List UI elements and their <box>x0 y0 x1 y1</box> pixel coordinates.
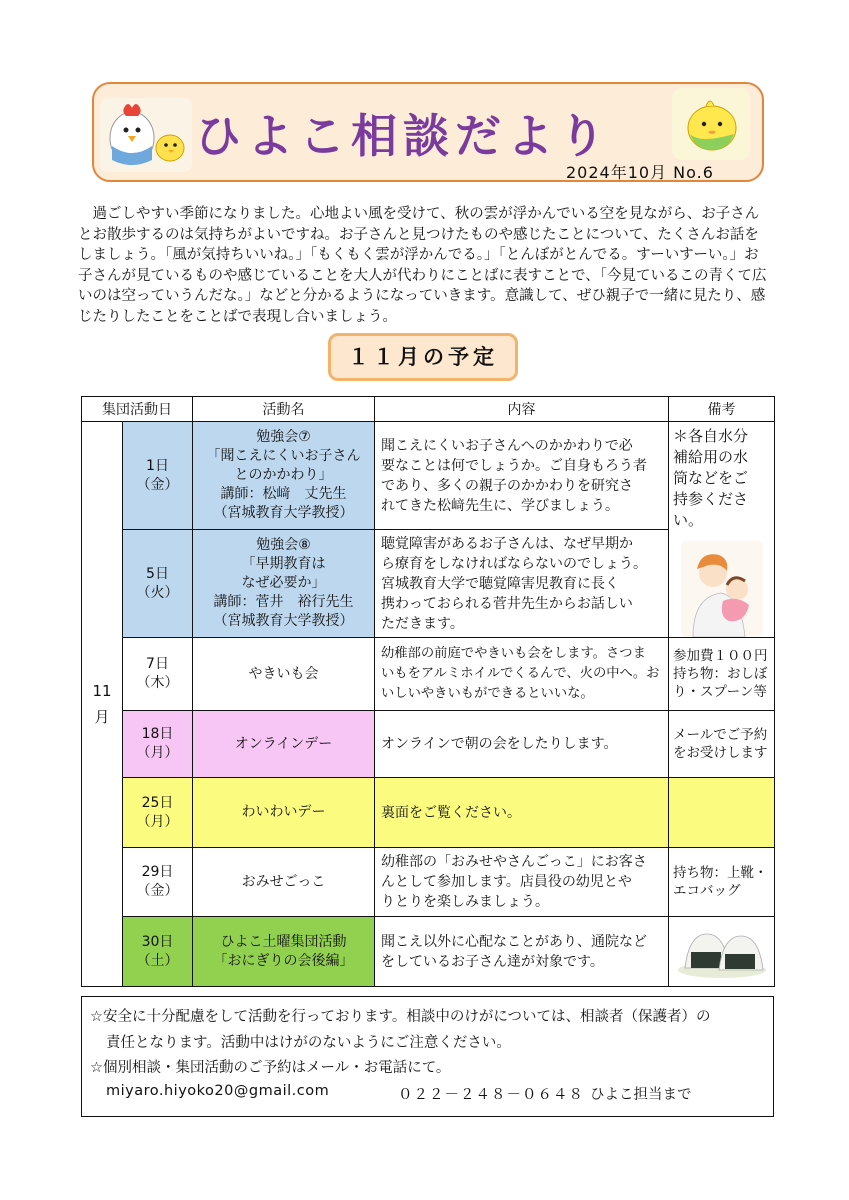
content-line: 要なことは何でしょうか。ご自身もろう者 <box>381 457 647 474</box>
newsletter-title: ひよこ相談だより <box>195 109 611 163</box>
note-cell <box>669 638 775 711</box>
table-row <box>82 711 775 778</box>
date-day: 30日 <box>141 933 174 950</box>
note-cell <box>669 848 775 917</box>
note-line: り・スプーン等 <box>673 684 767 700</box>
date-cell <box>123 848 193 917</box>
content-cell <box>375 530 669 638</box>
note-line: メールでご予約 <box>673 727 768 743</box>
activity-line: 講師：菅井 裕行先生 <box>213 594 354 610</box>
date-weekday: （金） <box>136 883 179 899</box>
content-cell <box>375 638 669 711</box>
table-header-row <box>82 397 775 422</box>
date-day: 7日 <box>146 656 169 672</box>
activity-cell <box>193 422 375 530</box>
note-cell <box>669 778 775 848</box>
activity-line: わいわいデー <box>241 804 326 820</box>
activity-line: ひよこ土曜集団活動 <box>220 933 347 950</box>
date-weekday: （土） <box>136 952 179 969</box>
note-line: 持ち物：おしぼ <box>673 666 768 682</box>
schedule-title: １１月の予定 <box>328 333 518 381</box>
table-row <box>82 848 775 917</box>
content-line: 幼稚部の「おみせやさんごっこ」にお客さ <box>381 854 647 870</box>
note-line: エコバッグ <box>673 883 741 899</box>
activity-cell <box>193 917 375 987</box>
date-weekday: （火） <box>136 584 179 601</box>
activity-cell <box>193 848 375 917</box>
rice-ball-illustration <box>673 924 771 980</box>
notice-line: ☆安全に十分配慮をして活動を行っております。相談中のけがについては、相談者（保護者）の <box>90 1009 711 1025</box>
content-line: ただきます。 <box>381 615 464 632</box>
activity-cell <box>193 711 375 778</box>
content-line: んとして参加します。店員役の幼児とや <box>381 874 632 890</box>
note-line: 筒などをご <box>673 469 749 487</box>
activity-line: おみせごっこ <box>241 873 326 890</box>
table-row <box>82 422 775 530</box>
activity-line: 「聞こえにくいお子さん <box>206 448 361 464</box>
date-day: 29日 <box>141 864 174 880</box>
activity-cell <box>193 638 375 711</box>
content-cell <box>375 711 669 778</box>
content-line: いしいやきいもができるといいな。 <box>381 686 594 701</box>
activity-cell <box>193 778 375 848</box>
content-cell <box>375 848 669 917</box>
note-line: ＊各自水分 <box>673 427 749 445</box>
activity-line: オンラインデー <box>234 735 333 752</box>
activity-line: 勉強会⑦ <box>256 429 311 445</box>
content-line: をしているお子さん達が対象です。 <box>381 953 604 970</box>
intro-text: 過ごしやすい季節になりました。心地よい風を受けて、秋の雲が浮かんでいる空を見ながら、お子さんとお散歩するのは気持ちがよいですね。お子さんと見つけたものや感じたことについて、たくさんお話をしましょう。「風が気持ちいいね。」「もくもく雲が浮かんでる。」「とんぼがとんでる。すーいすーい。」お子さんが見ているものや感じていることを大人が代わりにことばに表すことで、「今見ているこの青くて広いのは空っていうんだな。」などと分かるようになっていきます。意識して、ぜひ親子で一緒に見たり、感じたりしたことをことばで表現し合いましょう。 <box>78 206 767 325</box>
date-day: 18日 <box>141 726 174 742</box>
content-line: オンラインで朝の会をしたりします。 <box>381 736 618 752</box>
content-line: 聴覚障害があるお子さんは、なぜ早期か <box>381 535 633 552</box>
date-day: 25日 <box>141 794 174 811</box>
activity-line: 「早期教育は <box>241 556 326 572</box>
table-row <box>82 638 775 711</box>
activity-line: とのかかわり」 <box>234 467 333 483</box>
schedule-table <box>81 396 775 987</box>
date-cell <box>123 422 193 530</box>
note-line: 持ち物：上靴・ <box>673 865 768 881</box>
date-weekday: （金） <box>136 476 179 493</box>
header-notes: 備考 <box>669 397 775 422</box>
content-cell <box>375 422 669 530</box>
intro-paragraph <box>78 204 772 328</box>
date-day: 1日 <box>146 457 169 474</box>
content-line: いもをアルミホイルでくるんで、火の中へ。お <box>381 666 660 681</box>
content-line: ら療育をしなければならないのでしょう。 <box>381 555 647 572</box>
date-weekday: （月） <box>136 813 179 830</box>
date-weekday: （月） <box>136 745 179 761</box>
shared-note-cell <box>669 422 775 638</box>
content-cell <box>375 778 669 848</box>
date-weekday: （木） <box>136 675 179 691</box>
notice-line: ☆個別相談・集団活動のご予約はメール・お電話にて。 <box>90 1060 451 1076</box>
rooster-chick-illustration <box>98 96 194 174</box>
content-line: 裏面をご覧ください。 <box>381 804 521 821</box>
activity-line: （宮城教育大学教授） <box>213 613 354 629</box>
header-activity: 活動名 <box>193 397 375 422</box>
table-row <box>82 917 775 987</box>
month-label: 月 <box>94 708 110 726</box>
date-cell <box>123 638 193 711</box>
content-line: 携わっておられる菅井先生からお話しい <box>381 595 633 612</box>
contact-text: ひよこ担当まで <box>590 1087 692 1103</box>
month-cell <box>82 422 123 987</box>
content-line: 幼稚部の前庭でやきいも会をします。さつま <box>381 646 646 661</box>
activity-line: （宮城教育大学教授） <box>213 505 354 521</box>
content-line: りとりを楽しみましょう。 <box>381 894 549 910</box>
note-line: 参加費１００円 <box>673 648 768 664</box>
table-row <box>82 778 775 848</box>
month-number: 11 <box>92 682 112 700</box>
note-cell <box>669 917 775 987</box>
date-cell <box>123 917 193 987</box>
header-date: 集団活動日 <box>82 397 193 422</box>
date-cell <box>123 778 193 848</box>
date-cell <box>123 530 193 638</box>
issue-number: 2024年10月 No.6 <box>566 163 714 182</box>
date-cell <box>123 711 193 778</box>
content-line: 聞こえにくいお子さんへのかかわりで必 <box>381 437 633 454</box>
note-line: をお受けします <box>673 745 768 761</box>
activity-line: 講師：松﨑 丈先生 <box>220 486 347 502</box>
email-text: miyaro.hiyoko20@gmail.com <box>106 1083 330 1099</box>
content-line: であり、多くの親子のかかわりを研究さ <box>381 477 633 494</box>
content-cell <box>375 917 669 987</box>
header-content: 内容 <box>375 397 669 422</box>
activity-line: やきいも会 <box>248 665 319 682</box>
note-line: 持参くださ <box>673 490 749 508</box>
mother-baby-illustration <box>681 541 763 637</box>
content-line: 宮城教育大学で聴覚障害児教育に長く <box>381 575 619 592</box>
activity-line: なぜ必要か」 <box>241 575 326 591</box>
chick-illustration <box>672 88 750 160</box>
activity-line: 勉強会⑧ <box>256 537 311 553</box>
notice-box <box>81 996 774 1117</box>
content-line: 聞こえ以外に心配なことがあり、通院など <box>381 933 647 950</box>
notice-line: 責任となります。活動中はけがのないようにご注意ください。 <box>106 1035 511 1051</box>
note-line: い。 <box>673 511 704 529</box>
date-day: 5日 <box>146 565 169 582</box>
phone-text: ０２２－２４８－０６４８ <box>398 1087 584 1103</box>
note-line: 補給用の水 <box>673 448 749 466</box>
content-line: れてきた松﨑先生に、学びましょう。 <box>381 497 619 514</box>
activity-line: 「おにぎりの会後編」 <box>213 952 354 969</box>
activity-cell <box>193 530 375 638</box>
note-cell <box>669 711 775 778</box>
